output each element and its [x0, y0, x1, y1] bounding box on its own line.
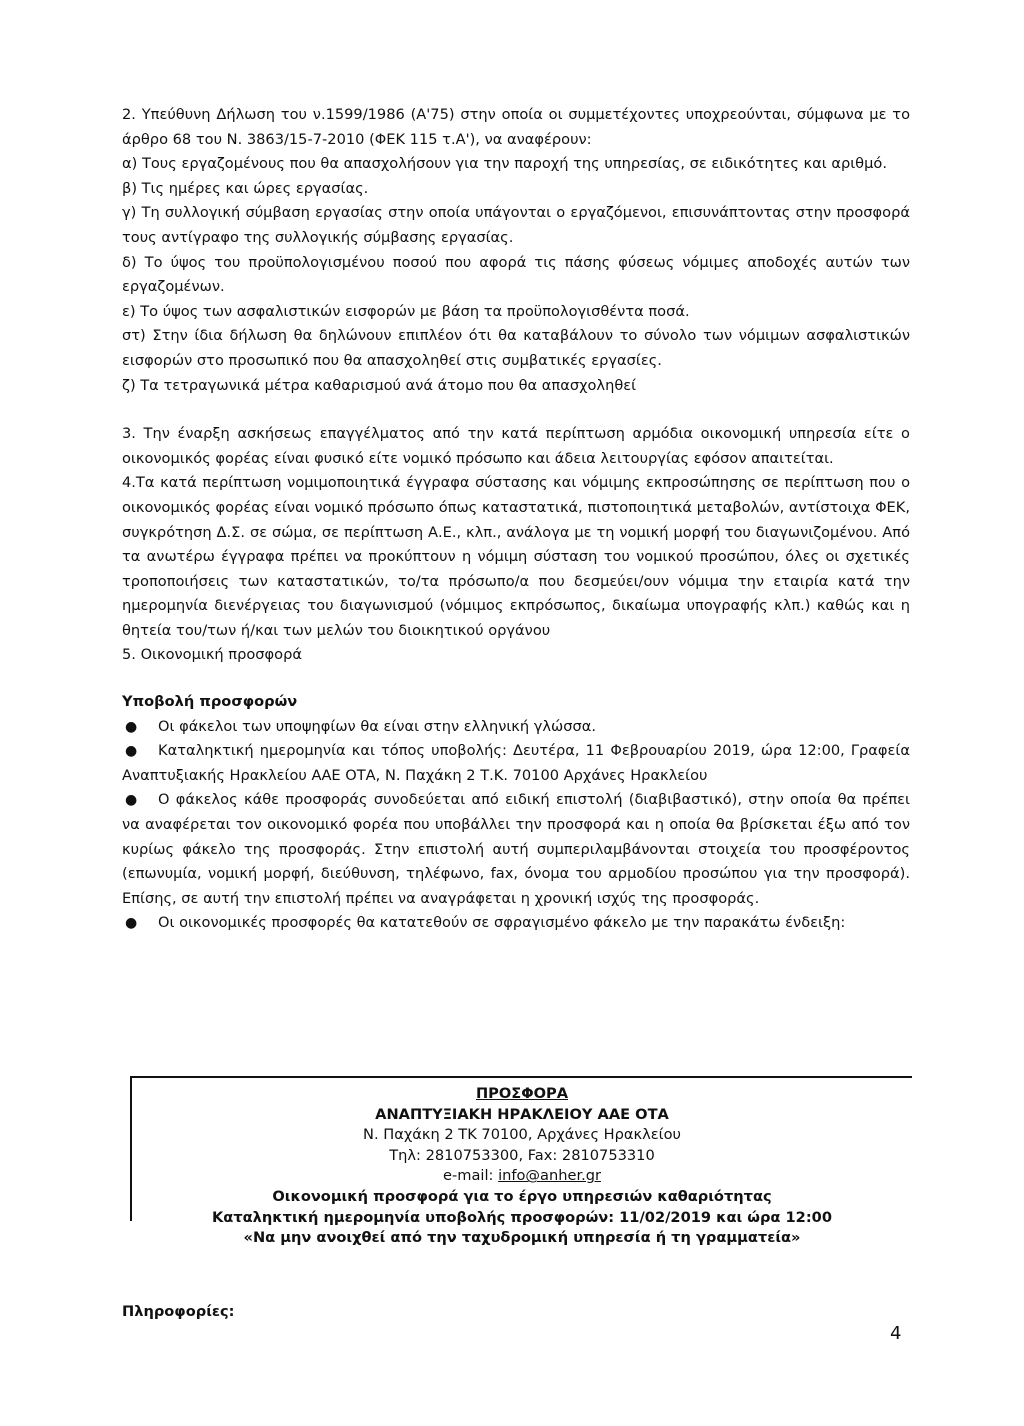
section-2-item-z: ζ) Τα τετραγωνικά μέτρα καθαρισμού ανά άτομο που θα απασχοληθεί — [122, 376, 637, 394]
section-2-item-e: ε) Το ύψος των ασφαλιστικών εισφορών με βάση τα προϋπολογισθέντα ποσά. — [122, 302, 690, 320]
section-2-item-b: β) Τις ημέρες και ώρες εργασίας. — [122, 179, 369, 197]
section-2-intro: 2. Υπεύθυνη Δήλωση του ν.1599/1986 (Α'75) στην οποία οι συμμετέχοντες υποχρεούνται, σύμφωνα με το άρθρο 68 του Ν. 3863/15-7-2010 (ΦΕΚ 115 τ.Α'), να αναφέρουν: — [122, 106, 910, 148]
envelope-phone: Τηλ: 2810753300, Fax: 2810753310 — [389, 1146, 655, 1164]
email-label: e-mail: — [442, 1167, 499, 1185]
bullet-icon: ● — [125, 792, 138, 809]
bullet-icon: ● — [125, 743, 138, 760]
info-label: Πληροφορίες: — [122, 1303, 235, 1320]
page-number: 4 — [890, 1323, 902, 1344]
envelope-title: ΠΡΟΣΦΟΡΑ — [475, 1085, 569, 1102]
submission-heading: Υποβολή προσφορών — [122, 693, 298, 711]
section-3: 3. Την έναρξη ασκήσεως επαγγέλματος από την κατά περίπτωση αρμόδια οικονομική υπηρεσία είτε ο οικονομικός φορέας είναι φυσικό είτε νομικό πρόσωπο και άδεια λειτουργίας εφόσον απαιτείται. — [122, 425, 910, 467]
bullet-icon: ● — [125, 718, 138, 735]
envelope-email-line — [132, 1166, 912, 1187]
section-5: 5. Οικονομική προσφορά — [122, 646, 302, 664]
section-2-item-c: γ) Τη συλλογική σύμβαση εργασίας στην οποία υπάγονται ο εργαζόμενοι, επισυνάπτοντας στην προσφορά τους αντίγραφο της συλλογικής σύμβασης εργασίας. — [122, 204, 910, 246]
envelope-deadline: Καταληκτική ημερομηνία υποβολής προσφορών: 11/02/2019 και ώρα 12:00 — [212, 1208, 832, 1226]
bullet-icon: ● — [125, 915, 138, 932]
section-4: 4.Τα κατά περίπτωση νομιμοποιητικά έγγραφα σύστασης και νόμιμης εκπροσώπησης σε περίπτωση που ο οικονομικός φορέας είναι νομικό πρόσωπο όπως καταστατικά, πιστοποιητικά μεταβολών, αντίστοιχα ΦΕΚ, συγκρότηση Δ.Σ. σε σώμα, σε περίπτωση Α.Ε., κλπ., ανάλογα με τη νομική μορφή του διαγωνιζομένου. Από τα ανωτέρω έγγραφα πρέπει να προκύπτουν η νόμιμη σύσταση του νομικού προσώπου, όλες οι σχετικές τροποποιήσεις των καταστατικών, το/τα πρόσωπο/α που δεσμεύει/ουν νόμιμα την εταιρία κατά την ημερομηνία διενέργειας του διαγωνισμού (νόμιμος εκπρόσωπος, δικαίωμα υπογραφής κλπ.) καθώς και η θητεία του/των ή/και των μελών του διοικητικού οργάνου — [122, 474, 910, 639]
list-item: ● Καταληκτική ημερομηνία και τόπος υποβολής: Δευτέρα, 11 Φεβρουαρίου 2019, ώρα 12:00, Γραφεία Αναπτυξιακής Ηρακλείου ΑΑΕ ΟΤΑ, Ν. Παχάκη 2 Τ.Κ. 70100 Αρχάνες Ηρακλείου — [122, 739, 910, 788]
list-item: ● Ο φάκελος κάθε προσφοράς συνοδεύεται από ειδική επιστολή (διαβιβαστικό), στην οποία θα πρέπει να αναφέρεται τον οικονομικό φορέα που υποβάλλει την προσφορά και η οποία θα βρίσκεται έξω από τον κυρίως φάκελο της προσφοράς. Στην επιστολή αυτή συμπεριλαμβάνονται στοιχεία του προσφέροντος (επωνυμία, νομική μορφή, διεύθυνση, τηλέφωνο, fax, όνομα του αρμοδίου προσώπου για την προσφορά). Επίσης, σε αυτή την επιστολή πρέπει να αναγράφεται η χρονική ισχύς της προσφοράς. — [122, 788, 910, 911]
envelope-address: Ν. Παχάκη 2 ΤΚ 70100, Αρχάνες Ηρακλείου — [363, 1126, 681, 1144]
list-item: ● Οι οικονομικές προσφορές θα κατατεθούν σε σφραγισμένο φάκελο με την παρακάτω ένδειξη: — [122, 911, 910, 936]
section-2-item-st: στ) Στην ίδια δήλωση θα δηλώνουν επιπλέον ότι θα καταβάλουν το σύνολο των νόμιμων ασφαλιστικών εισφορών στο προσωπικό που θα απασχοληθεί στις συμβατικές εργασίες. — [122, 327, 910, 369]
envelope-warning: «Να μην ανοιχθεί από την ταχυδρομική υπηρεσία ή τη γραμματεία» — [243, 1229, 801, 1247]
envelope-label-box — [130, 1076, 912, 1247]
section-2-item-a: α) Τους εργαζομένους που θα απασχολήσουν για την παροχή της υπηρεσίας, σε ειδικότητες και αριθμό. — [122, 155, 887, 173]
list-item: ● Οι φάκελοι των υποψηφίων θα είναι στην ελληνική γλώσσα. — [122, 715, 910, 740]
section-2-item-d: δ) Το ύψος του προϋπολογισμένου ποσού που αφορά τις πάσης φύσεως νόμιμες αποδοχές αυτών των εργαζομένων. — [122, 253, 910, 296]
envelope-project: Οικονομική προσφορά για το έργο υπηρεσιών καθαριότητας — [272, 1187, 772, 1205]
submission-list — [122, 715, 910, 936]
envelope-org: ΑΝΑΠΤΥΞΙΑΚΗ ΗΡΑΚΛΕΙΟΥ ΑΑΕ ΟΤΑ — [375, 1105, 669, 1123]
email-link[interactable]: info@anher.gr — [498, 1167, 602, 1185]
document-body — [122, 103, 910, 936]
